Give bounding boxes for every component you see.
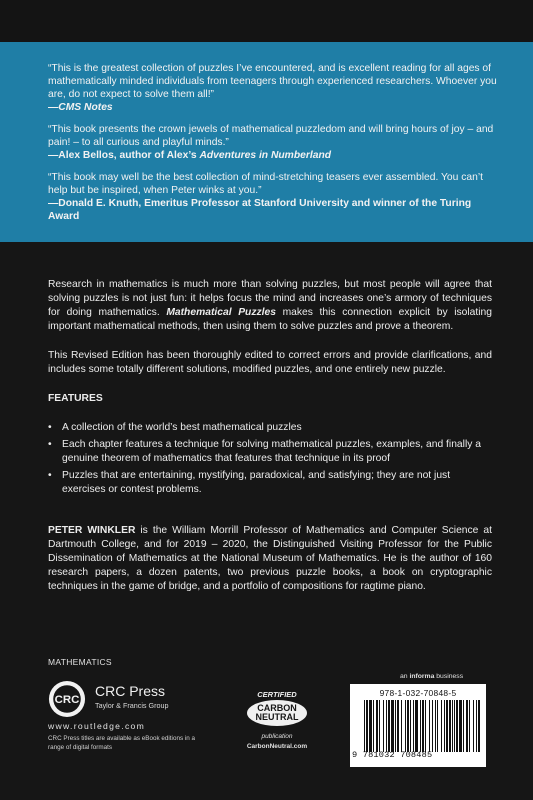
quote-text: “This book presents the crown jewels of mathematical puzzledom and will bring hours of joy – and pain! – to all curious and playful minds.”	[48, 124, 494, 148]
barcode-bar	[407, 700, 409, 752]
barcode-bar	[405, 700, 406, 752]
barcode-bar	[369, 700, 372, 752]
feature-item: • Each chapter features a technique for solving mathematical puzzles, examples, and finally a genuine theorem of mathematics that features that technique in its proof	[48, 438, 492, 466]
informa-business-label: an informa business	[400, 673, 464, 680]
svg-text:CERTIFIED: CERTIFIED	[257, 690, 297, 699]
intro-paragraph: Research in mathematics is much more than solving puzzles, but most people will agree that solving puzzles is not just fun: it helps focus the mind and increases one’s armory of techniques for doing mathematics. Mathematical Puzzles makes this connection explicit by isolating important mathematical methods, then using them to solve puzzles and prove a theorem.	[48, 279, 493, 332]
barcode-bar	[473, 700, 474, 752]
feature-item: • Puzzles that are entertaining, mystifying, paradoxical, and satisfying; they are not just exercises or contest problems.	[48, 469, 492, 497]
barcode-bar	[449, 700, 451, 752]
barcode-bar	[459, 700, 462, 752]
barcode-bar	[441, 700, 442, 752]
barcode-bar	[388, 700, 390, 752]
barcode-bar	[415, 700, 418, 752]
barcode-bar	[422, 700, 424, 752]
ebook-note: CRC Press titles are available as eBook editions in a range of digital formats	[48, 735, 195, 751]
barcode-bar	[469, 700, 470, 752]
barcode-bar	[386, 700, 387, 752]
barcode-bar	[395, 700, 396, 752]
carbon-publication-label: publication	[261, 733, 293, 740]
endorsement-quote	[48, 123, 498, 162]
barcode-digits: 9 781032 708485	[352, 750, 433, 760]
features-heading: FEATURES	[48, 393, 103, 404]
barcode-bar	[376, 700, 378, 752]
feature-item: • A collection of the world’s best mathematical puzzles	[48, 421, 492, 435]
barcode-bar	[413, 700, 414, 752]
barcode-bar	[454, 700, 455, 752]
barcode-bar	[420, 700, 421, 752]
barcode-bar	[446, 700, 448, 752]
svg-text:CRC: CRC	[54, 693, 80, 706]
author-bio: PETER WINKLER is the William Morrill Professor of Mathematics and Computer Science at Dartmouth College, and for 2019 – 2020, the Distinguished Visiting Professor for the Public Dissemination of Mathematics at the National Museum of Mathematics. He is the author of 160 research papers, a dozen patents, two previous puzzle books, a book on cryptographic techniques in the game of bridge, and a portfolio of compositions for ragtime piano.	[48, 525, 492, 592]
quote-attribution: —Donald E. Knuth, Emeritus Professor at Stanford University and winner of the Turing Award	[48, 198, 472, 222]
barcode-bar	[379, 700, 380, 752]
barcode-bar	[437, 700, 438, 752]
publisher-block	[48, 677, 238, 737]
revised-edition-paragraph: This Revised Edition has been thoroughly edited to correct errors and provide clarifications, and includes some totally different solutions, modified puzzles, and one entirely new puzzle.	[48, 350, 492, 375]
carbon-url: CarbonNeutral.com	[246, 743, 308, 750]
book-title: Mathematical Puzzles	[166, 307, 276, 318]
barcode-bar	[452, 700, 453, 752]
barcode-bar	[364, 700, 365, 752]
publisher-url: www.routledge.com	[48, 721, 146, 731]
endorsements	[48, 62, 498, 223]
barcode-bar	[435, 700, 436, 752]
endorsement-quote	[48, 62, 498, 114]
isbn-barcode	[350, 684, 486, 767]
features-list	[48, 421, 492, 497]
endorsement-quote	[48, 171, 498, 223]
subject-category: MATHEMATICS	[48, 657, 112, 667]
barcode-bar	[429, 700, 430, 752]
barcode-bar	[366, 700, 368, 752]
quote-attribution: —Alex Bellos, author of Alex’s Adventures in Numberland	[48, 150, 332, 161]
barcode-bar	[444, 700, 445, 752]
barcode-bar	[401, 700, 402, 752]
barcode-bar	[478, 700, 480, 752]
barcode-bar	[432, 700, 433, 752]
barcode-bar	[373, 700, 374, 752]
top-dark-strip	[0, 0, 533, 42]
carbon-neutral-logo	[237, 686, 317, 766]
svg-text:CARBON: CARBON	[257, 703, 297, 713]
author-name: PETER WINKLER	[48, 525, 136, 536]
isbn-number: 978-1-032-70848-5	[379, 688, 457, 698]
back-cover-body	[48, 278, 492, 609]
quote-text: “This book may well be the best collection of mind-stretching teasers ever assembled. You can’t help but be inspired, when Peter winks at you.”	[48, 172, 483, 196]
publisher-group: Taylor & Francis Group	[95, 701, 169, 710]
barcode-bar	[466, 700, 468, 752]
barcode-bar	[456, 700, 458, 752]
barcode-bar	[425, 700, 426, 752]
barcode-bar	[463, 700, 464, 752]
svg-text:NEUTRAL: NEUTRAL	[255, 712, 299, 722]
barcode-bar	[383, 700, 384, 752]
barcode-bar	[391, 700, 394, 752]
publisher-name: CRC Press	[95, 683, 166, 699]
barcode-bar	[476, 700, 477, 752]
barcode-bars	[364, 700, 480, 752]
quote-text: “This is the greatest collection of puzzles I’ve encountered, and is excellent reading for all ages of mathematically minded individuals from teenagers through experienced researchers. Whoever you are, do not expect to solve them all!”	[48, 63, 497, 100]
barcode-bar	[397, 700, 399, 752]
barcode-bar	[410, 700, 411, 752]
crc-press-logo	[48, 680, 86, 718]
quote-attribution: —CMS Notes	[48, 102, 113, 113]
